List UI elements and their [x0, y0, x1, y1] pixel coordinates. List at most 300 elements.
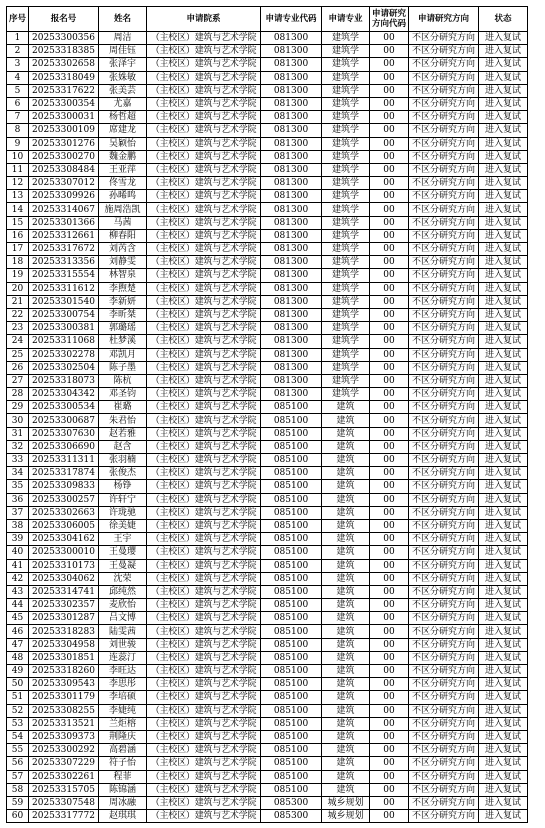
major-cell: 建筑学 [322, 322, 370, 335]
direction-code-cell: 00 [370, 71, 409, 84]
direction-code-cell: 00 [370, 717, 409, 730]
direction-code-cell: 00 [370, 559, 409, 572]
table-row [7, 243, 528, 256]
major-cell: 建筑 [322, 572, 370, 585]
name-cell: 张美芸 [99, 84, 147, 97]
index-cell: 51 [7, 691, 29, 704]
major-cell: 建筑 [322, 730, 370, 743]
registration-number-cell: 20253306005 [29, 519, 99, 532]
table-row [7, 744, 528, 757]
registration-number-cell: 20253313521 [29, 717, 99, 730]
registration-number-cell: 20253301179 [29, 691, 99, 704]
name-cell: 吴颖怡 [99, 137, 147, 150]
department-cell: （主校区）建筑与艺术学院 [147, 651, 261, 664]
direction-cell: 不区分研究方向 [409, 401, 479, 414]
table-row [7, 757, 528, 770]
direction-code-cell: 00 [370, 625, 409, 638]
direction-code-cell: 00 [370, 480, 409, 493]
direction-code-cell: 00 [370, 651, 409, 664]
registration-number-cell: 20253318260 [29, 665, 99, 678]
direction-code-cell: 00 [370, 190, 409, 203]
registration-number-cell: 20253307630 [29, 427, 99, 440]
department-cell: （主校区）建筑与艺术学院 [147, 71, 261, 84]
status-cell: 进入复试 [479, 704, 528, 717]
status-cell: 进入复试 [479, 388, 528, 401]
name-cell: 兰炬榕 [99, 717, 147, 730]
name-cell: 许珑驰 [99, 506, 147, 519]
major-cell: 建筑 [322, 757, 370, 770]
major-cell: 城乡规划 [322, 810, 370, 823]
department-cell: （主校区）建筑与艺术学院 [147, 335, 261, 348]
status-cell: 进入复试 [479, 177, 528, 190]
status-cell: 进入复试 [479, 32, 528, 45]
direction-cell: 不区分研究方向 [409, 150, 479, 163]
registration-number-cell: 20253315554 [29, 269, 99, 282]
status-cell: 进入复试 [479, 295, 528, 308]
major-cell: 建筑 [322, 744, 370, 757]
header-registration-number: 报名号 [29, 7, 99, 32]
status-cell: 进入复试 [479, 256, 528, 269]
major-cell: 建筑 [322, 691, 370, 704]
registration-number-cell: 20253306690 [29, 440, 99, 453]
direction-cell: 不区分研究方向 [409, 585, 479, 598]
registration-number-cell: 20253309833 [29, 480, 99, 493]
table-row [7, 599, 528, 612]
department-cell: （主校区）建筑与艺术学院 [147, 783, 261, 796]
department-cell: （主校区）建筑与艺术学院 [147, 427, 261, 440]
major-cell: 建筑 [322, 401, 370, 414]
table-row [7, 546, 528, 559]
direction-code-cell: 00 [370, 691, 409, 704]
index-cell: 32 [7, 440, 29, 453]
department-cell: （主校区）建筑与艺术学院 [147, 533, 261, 546]
department-cell: （主校区）建筑与艺术学院 [147, 84, 261, 97]
name-cell: 孙晞鸣 [99, 190, 147, 203]
department-cell: （主校区）建筑与艺术学院 [147, 163, 261, 176]
major-cell: 建筑 [322, 625, 370, 638]
direction-code-cell: 00 [370, 58, 409, 71]
major-cell: 建筑 [322, 678, 370, 691]
direction-code-cell: 00 [370, 744, 409, 757]
major-code-cell: 085100 [261, 757, 322, 770]
status-cell: 进入复试 [479, 308, 528, 321]
direction-code-cell: 00 [370, 335, 409, 348]
status-cell: 进入复试 [479, 163, 528, 176]
registration-number-cell: 20253318049 [29, 71, 99, 84]
direction-cell: 不区分研究方向 [409, 730, 479, 743]
direction-code-cell: 00 [370, 783, 409, 796]
department-cell: （主校区）建筑与艺术学院 [147, 190, 261, 203]
name-cell: 施周浩凯 [99, 203, 147, 216]
major-code-cell: 081300 [261, 150, 322, 163]
direction-cell: 不区分研究方向 [409, 308, 479, 321]
table-row [7, 638, 528, 651]
status-cell: 进入复试 [479, 190, 528, 203]
registration-number-cell: 20253300687 [29, 414, 99, 427]
major-code-cell: 081300 [261, 348, 322, 361]
direction-code-cell: 00 [370, 84, 409, 97]
major-cell: 建筑学 [322, 374, 370, 387]
major-code-cell: 081300 [261, 269, 322, 282]
direction-cell: 不区分研究方向 [409, 783, 479, 796]
table-row [7, 770, 528, 783]
direction-cell: 不区分研究方向 [409, 348, 479, 361]
name-cell: 王亚萍 [99, 163, 147, 176]
table-row [7, 810, 528, 823]
status-cell: 进入复试 [479, 678, 528, 691]
status-cell: 进入复试 [479, 124, 528, 137]
direction-cell: 不区分研究方向 [409, 572, 479, 585]
major-cell: 建筑学 [322, 163, 370, 176]
major-cell: 建筑学 [322, 269, 370, 282]
major-cell: 建筑 [322, 467, 370, 480]
index-cell: 45 [7, 612, 29, 625]
direction-code-cell: 00 [370, 533, 409, 546]
major-cell: 建筑 [322, 599, 370, 612]
direction-code-cell: 00 [370, 440, 409, 453]
table-row [7, 203, 528, 216]
direction-cell: 不区分研究方向 [409, 757, 479, 770]
department-cell: （主校区）建筑与艺术学院 [147, 810, 261, 823]
status-cell: 进入复试 [479, 625, 528, 638]
table-row [7, 322, 528, 335]
direction-cell: 不区分研究方向 [409, 427, 479, 440]
major-cell: 建筑学 [322, 361, 370, 374]
department-cell: （主校区）建筑与艺术学院 [147, 177, 261, 190]
index-cell: 6 [7, 97, 29, 110]
department-cell: （主校区）建筑与艺术学院 [147, 282, 261, 295]
major-code-cell: 081300 [261, 203, 322, 216]
direction-code-cell: 00 [370, 638, 409, 651]
status-cell: 进入复试 [479, 427, 528, 440]
major-cell: 建筑 [322, 783, 370, 796]
major-code-cell: 081300 [261, 177, 322, 190]
status-cell: 进入复试 [479, 559, 528, 572]
registration-number-cell: 20253309926 [29, 190, 99, 203]
index-cell: 18 [7, 256, 29, 269]
major-code-cell: 081300 [261, 111, 322, 124]
direction-code-cell: 00 [370, 612, 409, 625]
index-cell: 31 [7, 427, 29, 440]
registration-number-cell: 20253311068 [29, 335, 99, 348]
name-cell: 尤嘉 [99, 97, 147, 110]
index-cell: 39 [7, 533, 29, 546]
index-cell: 15 [7, 216, 29, 229]
registration-number-cell: 20253307548 [29, 796, 99, 809]
department-cell: （主校区）建筑与艺术学院 [147, 45, 261, 58]
department-cell: （主校区）建筑与艺术学院 [147, 256, 261, 269]
table-row [7, 796, 528, 809]
department-cell: （主校区）建筑与艺术学院 [147, 111, 261, 124]
registration-number-cell: 20253302658 [29, 58, 99, 71]
table-row [7, 480, 528, 493]
status-cell: 进入复试 [479, 546, 528, 559]
index-cell: 47 [7, 638, 29, 651]
major-code-cell: 085100 [261, 665, 322, 678]
department-cell: （主校区）建筑与艺术学院 [147, 308, 261, 321]
major-cell: 建筑 [322, 651, 370, 664]
index-cell: 37 [7, 506, 29, 519]
direction-code-cell: 00 [370, 243, 409, 256]
name-cell: 王曼凝 [99, 559, 147, 572]
major-code-cell: 081300 [261, 335, 322, 348]
major-cell: 建筑学 [322, 97, 370, 110]
major-code-cell: 085300 [261, 810, 322, 823]
name-cell: 李新妍 [99, 295, 147, 308]
department-cell: （主校区）建筑与艺术学院 [147, 203, 261, 216]
major-cell: 建筑学 [322, 256, 370, 269]
index-cell: 7 [7, 111, 29, 124]
index-cell: 52 [7, 704, 29, 717]
direction-cell: 不区分研究方向 [409, 71, 479, 84]
department-cell: （主校区）建筑与艺术学院 [147, 506, 261, 519]
status-cell: 进入复试 [479, 506, 528, 519]
department-cell: （主校区）建筑与艺术学院 [147, 401, 261, 414]
table-row [7, 506, 528, 519]
name-cell: 马茜 [99, 216, 147, 229]
major-cell: 建筑 [322, 717, 370, 730]
index-cell: 48 [7, 651, 29, 664]
direction-cell: 不区分研究方向 [409, 625, 479, 638]
direction-code-cell: 00 [370, 150, 409, 163]
status-cell: 进入复试 [479, 810, 528, 823]
table-row [7, 32, 528, 45]
direction-code-cell: 00 [370, 519, 409, 532]
table-body [7, 32, 528, 823]
table-row [7, 229, 528, 242]
direction-cell: 不区分研究方向 [409, 744, 479, 757]
name-cell: 王曼璎 [99, 546, 147, 559]
registration-number-cell: 20253304062 [29, 572, 99, 585]
major-cell: 建筑学 [322, 137, 370, 150]
table-row [7, 348, 528, 361]
status-cell: 进入复试 [479, 585, 528, 598]
index-cell: 30 [7, 414, 29, 427]
major-code-cell: 085100 [261, 440, 322, 453]
registration-number-cell: 20253300534 [29, 401, 99, 414]
department-cell: （主校区）建筑与艺术学院 [147, 493, 261, 506]
registration-number-cell: 20253302278 [29, 348, 99, 361]
direction-cell: 不区分研究方向 [409, 546, 479, 559]
department-cell: （主校区）建筑与艺术学院 [147, 124, 261, 137]
major-code-cell: 085100 [261, 546, 322, 559]
major-cell: 建筑学 [322, 84, 370, 97]
direction-cell: 不区分研究方向 [409, 665, 479, 678]
major-code-cell: 085100 [261, 467, 322, 480]
major-code-cell: 081300 [261, 71, 322, 84]
index-cell: 3 [7, 58, 29, 71]
direction-code-cell: 00 [370, 348, 409, 361]
registration-number-cell: 20253302357 [29, 599, 99, 612]
direction-code-cell: 00 [370, 45, 409, 58]
name-cell: 吕文博 [99, 612, 147, 625]
name-cell: 符子怡 [99, 757, 147, 770]
department-cell: （主校区）建筑与艺术学院 [147, 638, 261, 651]
direction-cell: 不区分研究方向 [409, 256, 479, 269]
major-cell: 建筑学 [322, 203, 370, 216]
registration-number-cell: 20253317874 [29, 467, 99, 480]
registration-number-cell: 20253310173 [29, 559, 99, 572]
registration-number-cell: 20253302504 [29, 361, 99, 374]
name-cell: 杨铮 [99, 480, 147, 493]
major-code-cell: 085100 [261, 730, 322, 743]
table-row [7, 256, 528, 269]
index-cell: 26 [7, 361, 29, 374]
name-cell: 刘芮含 [99, 243, 147, 256]
table-row [7, 124, 528, 137]
department-cell: （主校区）建筑与艺术学院 [147, 480, 261, 493]
direction-code-cell: 00 [370, 163, 409, 176]
direction-code-cell: 00 [370, 704, 409, 717]
status-cell: 进入复试 [479, 440, 528, 453]
registration-number-cell: 20253304958 [29, 638, 99, 651]
major-cell: 建筑 [322, 480, 370, 493]
department-cell: （主校区）建筑与艺术学院 [147, 770, 261, 783]
status-cell: 进入复试 [479, 150, 528, 163]
status-cell: 进入复试 [479, 111, 528, 124]
direction-cell: 不区分研究方向 [409, 335, 479, 348]
direction-code-cell: 00 [370, 796, 409, 809]
department-cell: （主校区）建筑与艺术学院 [147, 744, 261, 757]
direction-cell: 不区分研究方向 [409, 651, 479, 664]
table-row [7, 374, 528, 387]
registration-number-cell: 20253301851 [29, 651, 99, 664]
table-row [7, 45, 528, 58]
index-cell: 33 [7, 454, 29, 467]
direction-code-cell: 00 [370, 137, 409, 150]
status-cell: 进入复试 [479, 216, 528, 229]
status-cell: 进入复试 [479, 229, 528, 242]
major-code-cell: 085100 [261, 651, 322, 664]
registration-number-cell: 20253308484 [29, 163, 99, 176]
major-code-cell: 081300 [261, 216, 322, 229]
status-cell: 进入复试 [479, 71, 528, 84]
direction-code-cell: 00 [370, 493, 409, 506]
major-code-cell: 085100 [261, 414, 322, 427]
status-cell: 进入复试 [479, 744, 528, 757]
department-cell: （主校区）建筑与艺术学院 [147, 704, 261, 717]
index-cell: 11 [7, 163, 29, 176]
name-cell: 李旺达 [99, 665, 147, 678]
major-cell: 建筑学 [322, 216, 370, 229]
index-cell: 35 [7, 480, 29, 493]
name-cell: 杨哲超 [99, 111, 147, 124]
registration-number-cell: 20253308255 [29, 704, 99, 717]
status-cell: 进入复试 [479, 414, 528, 427]
status-cell: 进入复试 [479, 783, 528, 796]
major-cell: 建筑学 [322, 45, 370, 58]
direction-cell: 不区分研究方向 [409, 388, 479, 401]
status-cell: 进入复试 [479, 374, 528, 387]
major-cell: 建筑 [322, 612, 370, 625]
table-row [7, 58, 528, 71]
registration-number-cell: 20253314067 [29, 203, 99, 216]
major-code-cell: 085100 [261, 612, 322, 625]
major-cell: 建筑学 [322, 71, 370, 84]
name-cell: 刘世骏 [99, 638, 147, 651]
name-cell: 许轩宁 [99, 493, 147, 506]
name-cell: 张羽楠 [99, 454, 147, 467]
name-cell: 徐美婕 [99, 519, 147, 532]
direction-code-cell: 00 [370, 361, 409, 374]
direction-code-cell: 00 [370, 388, 409, 401]
major-cell: 建筑学 [322, 58, 370, 71]
name-cell: 佟雪龙 [99, 177, 147, 190]
status-cell: 进入复试 [479, 757, 528, 770]
major-code-cell: 081300 [261, 282, 322, 295]
department-cell: （主校区）建筑与艺术学院 [147, 625, 261, 638]
status-cell: 进入复试 [479, 137, 528, 150]
name-cell: 荆隆庆 [99, 730, 147, 743]
department-cell: （主校区）建筑与艺术学院 [147, 388, 261, 401]
header-index: 序号 [7, 7, 29, 32]
status-cell: 进入复试 [479, 730, 528, 743]
major-code-cell: 085100 [261, 625, 322, 638]
header-name: 姓名 [99, 7, 147, 32]
name-cell: 柳春阳 [99, 229, 147, 242]
table-row [7, 308, 528, 321]
department-cell: （主校区）建筑与艺术学院 [147, 295, 261, 308]
index-cell: 55 [7, 744, 29, 757]
registration-number-cell: 20253317672 [29, 243, 99, 256]
department-cell: （主校区）建筑与艺术学院 [147, 97, 261, 110]
index-cell: 60 [7, 810, 29, 823]
registration-number-cell: 20253304342 [29, 388, 99, 401]
index-cell: 29 [7, 401, 29, 414]
table-row [7, 97, 528, 110]
table-row [7, 559, 528, 572]
name-cell: 程菲 [99, 770, 147, 783]
table-row [7, 572, 528, 585]
direction-code-cell: 00 [370, 506, 409, 519]
table-row [7, 493, 528, 506]
major-code-cell: 081300 [261, 190, 322, 203]
index-cell: 8 [7, 124, 29, 137]
table-row [7, 414, 528, 427]
major-code-cell: 081300 [261, 308, 322, 321]
direction-cell: 不区分研究方向 [409, 203, 479, 216]
direction-cell: 不区分研究方向 [409, 84, 479, 97]
name-cell: 刘静雯 [99, 256, 147, 269]
status-cell: 进入复试 [479, 282, 528, 295]
registration-number-cell: 20253300257 [29, 493, 99, 506]
registration-number-cell: 20253309543 [29, 678, 99, 691]
table-header-row [7, 7, 528, 32]
major-code-cell: 081300 [261, 229, 322, 242]
department-cell: （主校区）建筑与艺术学院 [147, 414, 261, 427]
index-cell: 42 [7, 572, 29, 585]
registration-number-cell: 20253300292 [29, 744, 99, 757]
major-code-cell: 081300 [261, 374, 322, 387]
name-cell: 陈杭 [99, 374, 147, 387]
direction-cell: 不区分研究方向 [409, 559, 479, 572]
major-code-cell: 085100 [261, 744, 322, 757]
direction-cell: 不区分研究方向 [409, 229, 479, 242]
major-code-cell: 081300 [261, 295, 322, 308]
department-cell: （主校区）建筑与艺术学院 [147, 665, 261, 678]
major-cell: 城乡规划 [322, 796, 370, 809]
header-status: 状态 [479, 7, 528, 32]
table-row [7, 665, 528, 678]
major-code-cell: 085100 [261, 599, 322, 612]
index-cell: 22 [7, 308, 29, 321]
admission-table [6, 6, 528, 823]
major-code-cell: 085100 [261, 519, 322, 532]
department-cell: （主校区）建筑与艺术学院 [147, 519, 261, 532]
table-row [7, 691, 528, 704]
direction-cell: 不区分研究方向 [409, 612, 479, 625]
department-cell: （主校区）建筑与艺术学院 [147, 757, 261, 770]
